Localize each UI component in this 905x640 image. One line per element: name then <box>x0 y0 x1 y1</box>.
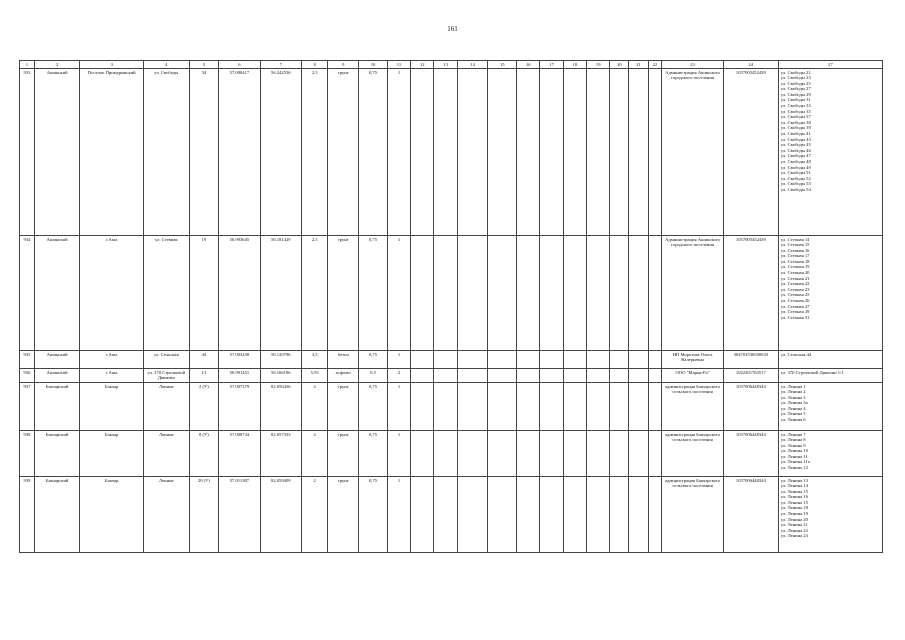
ogrn-cell: 1057006448344 <box>723 477 778 553</box>
table-cell: 0,75 <box>359 236 388 351</box>
address-list-cell <box>778 236 882 351</box>
table-cell: 0,75 <box>359 383 388 431</box>
address-line: ул. Степная 25 <box>780 292 810 298</box>
empty-cell <box>610 477 629 553</box>
address-line: ул. Свободы 45 <box>780 142 811 148</box>
empty-cell <box>540 351 563 369</box>
address-line: ул. Свободы 54 <box>780 186 811 192</box>
empty-cell <box>517 477 540 553</box>
owner-cell: ООО "Мария-Ра" <box>662 369 723 383</box>
header-cell: 12 <box>411 61 434 69</box>
owner-cell: администрация Бакчарского сельского поселения <box>662 383 723 431</box>
empty-cell <box>540 431 563 477</box>
table-cell: 20 (У) <box>189 477 219 553</box>
empty-cell <box>488 351 517 369</box>
ogrn-cell: 1057005452439 <box>723 236 778 351</box>
address-line: ул. Ленина 3а <box>780 400 808 406</box>
empty-cell <box>563 369 586 383</box>
table-row <box>20 236 883 351</box>
empty-cell <box>411 351 434 369</box>
page-number: 161 <box>447 25 458 33</box>
empty-cell <box>563 431 586 477</box>
address-line: ул. Свободы 47 <box>780 153 811 159</box>
address-line: ул. 370 Стрелковой Дивизии 1/1 <box>780 369 844 375</box>
header-cell: 22 <box>648 61 662 69</box>
table-cell: 56.181429 <box>260 236 301 351</box>
empty-cell <box>517 431 540 477</box>
table-cell: Поселок Примурывский <box>80 69 144 236</box>
address-line: ул. Свободы 43 <box>780 136 811 142</box>
table-cell: 2 <box>301 477 328 553</box>
address-list-cell <box>778 369 882 383</box>
address-line: ул. Свободы 38 <box>780 119 811 125</box>
registry-table <box>19 60 883 553</box>
owner-cell: ИП Морозова Ольга Валерьевна <box>662 351 723 369</box>
empty-cell <box>629 69 648 236</box>
header-cell: 3 <box>80 61 144 69</box>
empty-cell <box>411 431 434 477</box>
ogrn-cell: 1022201763517 <box>723 369 778 383</box>
header-cell: 1 <box>20 61 35 69</box>
header-cell: 5 <box>189 61 219 69</box>
table-cell: 57.003438 <box>219 351 260 369</box>
empty-cell <box>457 383 488 431</box>
address-list-cell <box>778 431 882 477</box>
table-cell: 938 <box>20 431 35 477</box>
header-cell: 16 <box>517 61 540 69</box>
owner-cell: Администрация Ашинского городского поселения <box>662 236 723 351</box>
empty-cell <box>610 383 629 431</box>
address-line: ул. Ленина 4 <box>780 405 806 411</box>
table-cell: Бакчар <box>80 431 144 477</box>
table-cell: Ашинский <box>34 236 80 351</box>
table-cell: бетон <box>328 351 359 369</box>
address-line: ул. Ленина 22 <box>780 527 808 533</box>
table-cell: Ашинский <box>34 369 80 383</box>
table-cell: асфальт <box>328 369 359 383</box>
table-cell: 936 <box>20 369 35 383</box>
table-cell: 34 <box>189 69 219 236</box>
empty-cell <box>457 369 488 383</box>
header-cell: 20 <box>610 61 629 69</box>
table-cell: 82.059409 <box>260 477 301 553</box>
table-cell: г.Аша <box>80 369 144 383</box>
address-line: ул. Свободы 49 <box>780 164 811 170</box>
empty-cell <box>610 69 629 236</box>
empty-cell <box>434 69 457 236</box>
address-line: ул. Степная 17 <box>780 253 810 259</box>
table-cell: 937 <box>20 383 35 431</box>
table-cell: 0,75 <box>359 69 388 236</box>
address-line: ул. Степная 31 <box>780 314 810 320</box>
address-line: ул. Степная 21 <box>780 275 810 281</box>
ogrn-cell: 1057006448344 <box>723 383 778 431</box>
owner-cell: администрация Бакчарского сельского поселения <box>662 477 723 553</box>
empty-cell <box>648 477 662 553</box>
address-line: ул. Свободы 53 <box>780 181 811 187</box>
empty-cell <box>648 383 662 431</box>
empty-cell <box>457 477 488 553</box>
table-cell: ул. 370 Стрелковой Дивизии <box>144 369 190 383</box>
empty-cell <box>648 236 662 351</box>
empty-cell <box>587 477 610 553</box>
header-cell: 14 <box>457 61 488 69</box>
address-line: ул. Свободы 37 <box>780 114 811 120</box>
table-cell: 935 <box>20 351 35 369</box>
table-cell: Ленина <box>144 431 190 477</box>
address-line: ул. Степная 14 <box>780 236 810 242</box>
empty-cell <box>629 236 648 351</box>
table-cell: 56.242556 <box>260 69 301 236</box>
header-cell: 13 <box>434 61 457 69</box>
address-line: ул. Ленина 20 <box>780 516 808 522</box>
address-line: ул. Степная 23 <box>780 286 810 292</box>
table-cell: 0,75 <box>359 351 388 369</box>
address-line: ул. Ленина 21 <box>780 522 808 528</box>
table-cell: 934 <box>20 236 35 351</box>
empty-cell <box>517 236 540 351</box>
table-cell: 1 <box>387 236 410 351</box>
empty-cell <box>563 351 586 369</box>
owner-cell: администрация Бакчарского сельского поселения <box>662 431 723 477</box>
table-cell: 939 <box>20 477 35 553</box>
table-row <box>20 369 883 383</box>
address-line: ул. Ленина 18 <box>780 505 808 511</box>
address-line: ул. Ленина 15 <box>780 499 808 505</box>
empty-cell <box>457 236 488 351</box>
header-cell: 24 <box>723 61 778 69</box>
address-line: ул. Свободы 51 <box>780 170 811 176</box>
table-cell: Бакчарский <box>34 383 80 431</box>
table-cell: 1 <box>387 477 410 553</box>
address-line: ул. Ленина 19 <box>780 511 808 517</box>
address-line: ул. Ленина 12 <box>780 465 808 471</box>
table-cell: 0,75 <box>359 431 388 477</box>
empty-cell <box>488 69 517 236</box>
table-cell: Ашинский <box>34 69 80 236</box>
address-line: ул. Ленина 23 <box>780 533 808 539</box>
table-row <box>20 431 883 477</box>
table-cell: 1 <box>387 69 410 236</box>
address-line: ул. Ленина 16 <box>780 494 808 500</box>
address-list-cell <box>778 351 882 369</box>
table-cell: г.Аша <box>80 351 144 369</box>
empty-cell <box>629 477 648 553</box>
table-cell: 2 (У) <box>189 383 219 431</box>
address-line: ул. Свободы 46 <box>780 147 811 153</box>
address-line: ул. Свободы 33 <box>780 103 811 109</box>
address-line: ул. Свободы 21 <box>780 69 811 75</box>
address-line: ул. Степная 19 <box>780 264 810 270</box>
table-cell: грунт <box>328 383 359 431</box>
table-cell: 44 <box>189 351 219 369</box>
address-line: ул. Свободы 27 <box>780 86 811 92</box>
empty-cell <box>434 431 457 477</box>
table-cell: ул. Стевиак <box>144 236 190 351</box>
empty-cell <box>517 351 540 369</box>
address-line: ул. Ленина 2 <box>780 389 806 395</box>
table-cell: 933 <box>20 69 35 236</box>
header-cell: 21 <box>629 61 648 69</box>
address-line: ул. Степная 27 <box>780 303 810 309</box>
empty-cell <box>587 369 610 383</box>
address-line: ул. Свободы 48 <box>780 159 811 164</box>
table-row <box>20 383 883 431</box>
header-cell: 8 <box>301 61 328 69</box>
empty-cell <box>517 369 540 383</box>
address-line: ул. Степная 15 <box>780 242 810 248</box>
ogrn-cell: 1057005452439 <box>723 69 778 236</box>
table-cell: Бакчар <box>80 383 144 431</box>
table-cell: грунт <box>328 69 359 236</box>
table-cell: Ашинский <box>34 351 80 369</box>
table-cell: 2,5 <box>301 236 328 351</box>
table-cell: 1 <box>387 351 410 369</box>
table-cell: 2 <box>301 431 328 477</box>
address-line: ул. Свободы 31 <box>780 97 811 103</box>
table-cell: Бакчарский <box>34 477 80 553</box>
empty-cell <box>434 477 457 553</box>
table-cell: 5,95 <box>301 369 328 383</box>
ogrn-cell: 304702536500043 <box>723 351 778 369</box>
address-line: ул. Степная 26 <box>780 298 810 304</box>
empty-cell <box>563 236 586 351</box>
table-row <box>20 351 883 369</box>
empty-cell <box>411 69 434 236</box>
table-cell: 56.166186 <box>260 369 301 383</box>
empty-cell <box>587 236 610 351</box>
empty-cell <box>457 431 488 477</box>
empty-cell <box>457 351 488 369</box>
empty-cell <box>411 236 434 351</box>
empty-cell <box>517 69 540 236</box>
table-cell: 0,75 <box>359 477 388 553</box>
address-line: ул. Свободы 52 <box>780 175 811 181</box>
empty-cell <box>411 383 434 431</box>
header-cell: 19 <box>587 61 610 69</box>
address-line: ул. Свободы 25 <box>780 80 811 86</box>
header-cell: 10 <box>359 61 388 69</box>
header-cell: 11 <box>387 61 410 69</box>
empty-cell <box>610 351 629 369</box>
table-cell: 2 <box>301 383 328 431</box>
empty-cell <box>540 69 563 236</box>
empty-cell <box>610 431 629 477</box>
table-cell: 1 <box>387 383 410 431</box>
table-cell: 8 (У) <box>189 431 219 477</box>
address-line: ул. Ленина 15 <box>780 488 808 494</box>
table-cell: 2,5 <box>301 69 328 236</box>
address-line: ул. Ленина 14 <box>780 483 808 489</box>
header-cell: 23 <box>662 61 723 69</box>
table-cell: 82.057333 <box>260 431 301 477</box>
address-line: ул. Ленина 3 <box>780 394 806 400</box>
address-line: ул. Степная 18 <box>780 258 810 264</box>
table-cell: 56.991451 <box>219 369 260 383</box>
table-cell: 1/1 <box>189 369 219 383</box>
table-cell: Ленина <box>144 477 190 553</box>
address-line: ул. Свободы 39 <box>780 125 811 131</box>
table-cell: 57.007379 <box>219 383 260 431</box>
empty-cell <box>434 383 457 431</box>
address-line: ул. Степная 20 <box>780 270 810 276</box>
table-cell: 1 <box>387 431 410 477</box>
empty-cell <box>563 383 586 431</box>
table-row <box>20 69 883 236</box>
header-row <box>20 61 883 69</box>
empty-cell <box>517 383 540 431</box>
empty-cell <box>629 431 648 477</box>
address-line: ул. Ленина 1 <box>780 383 806 389</box>
table-cell: 57.008734 <box>219 431 260 477</box>
ogrn-cell: 1057006448344 <box>723 431 778 477</box>
empty-cell <box>587 69 610 236</box>
empty-cell <box>457 69 488 236</box>
address-list-cell <box>778 477 882 553</box>
empty-cell <box>411 477 434 553</box>
empty-cell <box>610 236 629 351</box>
header-cell: 17 <box>540 61 563 69</box>
empty-cell <box>648 69 662 236</box>
table-cell: грунт <box>328 477 359 553</box>
table-cell: 56.120796 <box>260 351 301 369</box>
header-cell: 27 <box>778 61 882 69</box>
table-cell: 2 <box>387 369 410 383</box>
address-line: ул. Свободы 29 <box>780 91 811 97</box>
address-line: ул. Ленина 13 <box>780 477 808 483</box>
header-cell: 4 <box>144 61 190 69</box>
empty-cell <box>563 477 586 553</box>
empty-cell <box>411 369 434 383</box>
empty-cell <box>648 369 662 383</box>
table-cell: 57.011387 <box>219 477 260 553</box>
empty-cell <box>610 369 629 383</box>
header-cell: 7 <box>260 61 301 69</box>
address-line: ул. Ленина 6 <box>780 417 806 423</box>
header-cell: 6 <box>219 61 260 69</box>
empty-cell <box>587 383 610 431</box>
table-cell: Бакчар <box>80 477 144 553</box>
empty-cell <box>587 431 610 477</box>
address-list-cell <box>778 383 882 431</box>
empty-cell <box>629 383 648 431</box>
address-line: ул. Степная 29 <box>780 309 810 315</box>
header-cell: 2 <box>34 61 80 69</box>
address-line: ул. Свободы 35 <box>780 108 811 114</box>
address-line: ул. Степная 22 <box>780 281 810 287</box>
table-cell: г.Аша <box>80 236 144 351</box>
table-cell: ул. Свободы <box>144 69 190 236</box>
address-line: ул. Ленина 10 <box>780 448 808 454</box>
address-line: ул. Ленина 11а <box>780 459 810 465</box>
empty-cell <box>434 369 457 383</box>
empty-cell <box>434 351 457 369</box>
empty-cell <box>540 236 563 351</box>
address-line: ул. Свободы 23 <box>780 75 811 81</box>
empty-cell <box>540 369 563 383</box>
address-line: ул. Ленина 7 <box>780 431 806 437</box>
table-cell: 19 <box>189 236 219 351</box>
empty-cell <box>629 351 648 369</box>
table-cell: 0,5 <box>359 369 388 383</box>
address-line: ул. Свободы 41 <box>780 131 811 137</box>
header-cell: 9 <box>328 61 359 69</box>
empty-cell <box>629 369 648 383</box>
address-line: ул. Сельская 44 <box>780 351 812 357</box>
table-cell: 57.000417 <box>219 69 260 236</box>
empty-cell <box>488 369 517 383</box>
address-line: ул. Степная 16 <box>780 247 810 253</box>
empty-cell <box>488 477 517 553</box>
address-line: ул. Ленина 8 <box>780 437 806 443</box>
empty-cell <box>648 431 662 477</box>
header-cell: 15 <box>488 61 517 69</box>
address-line: ул. Ленина 5 <box>780 411 806 417</box>
empty-cell <box>488 236 517 351</box>
owner-cell: Администрация Ашинского городского поселения <box>662 69 723 236</box>
empty-cell <box>540 383 563 431</box>
table-cell: грунт <box>328 431 359 477</box>
empty-cell <box>540 477 563 553</box>
empty-cell <box>434 236 457 351</box>
table-cell: Бакчарский <box>34 431 80 477</box>
table-cell: Ленина <box>144 383 190 431</box>
address-line: ул. Ленина 11 <box>780 453 808 459</box>
empty-cell <box>488 383 517 431</box>
empty-cell <box>648 351 662 369</box>
address-list-cell <box>778 69 882 236</box>
empty-cell <box>587 351 610 369</box>
table-cell: 56.993645 <box>219 236 260 351</box>
table-cell: грунт <box>328 236 359 351</box>
empty-cell <box>563 69 586 236</box>
empty-cell <box>488 431 517 477</box>
address-line: ул. Ленина 9 <box>780 442 806 448</box>
header-cell: 18 <box>563 61 586 69</box>
table-cell: 3,5 <box>301 351 328 369</box>
table-cell: ул. Сельская <box>144 351 190 369</box>
table-row <box>20 477 883 553</box>
table-cell: 82.056456 <box>260 383 301 431</box>
